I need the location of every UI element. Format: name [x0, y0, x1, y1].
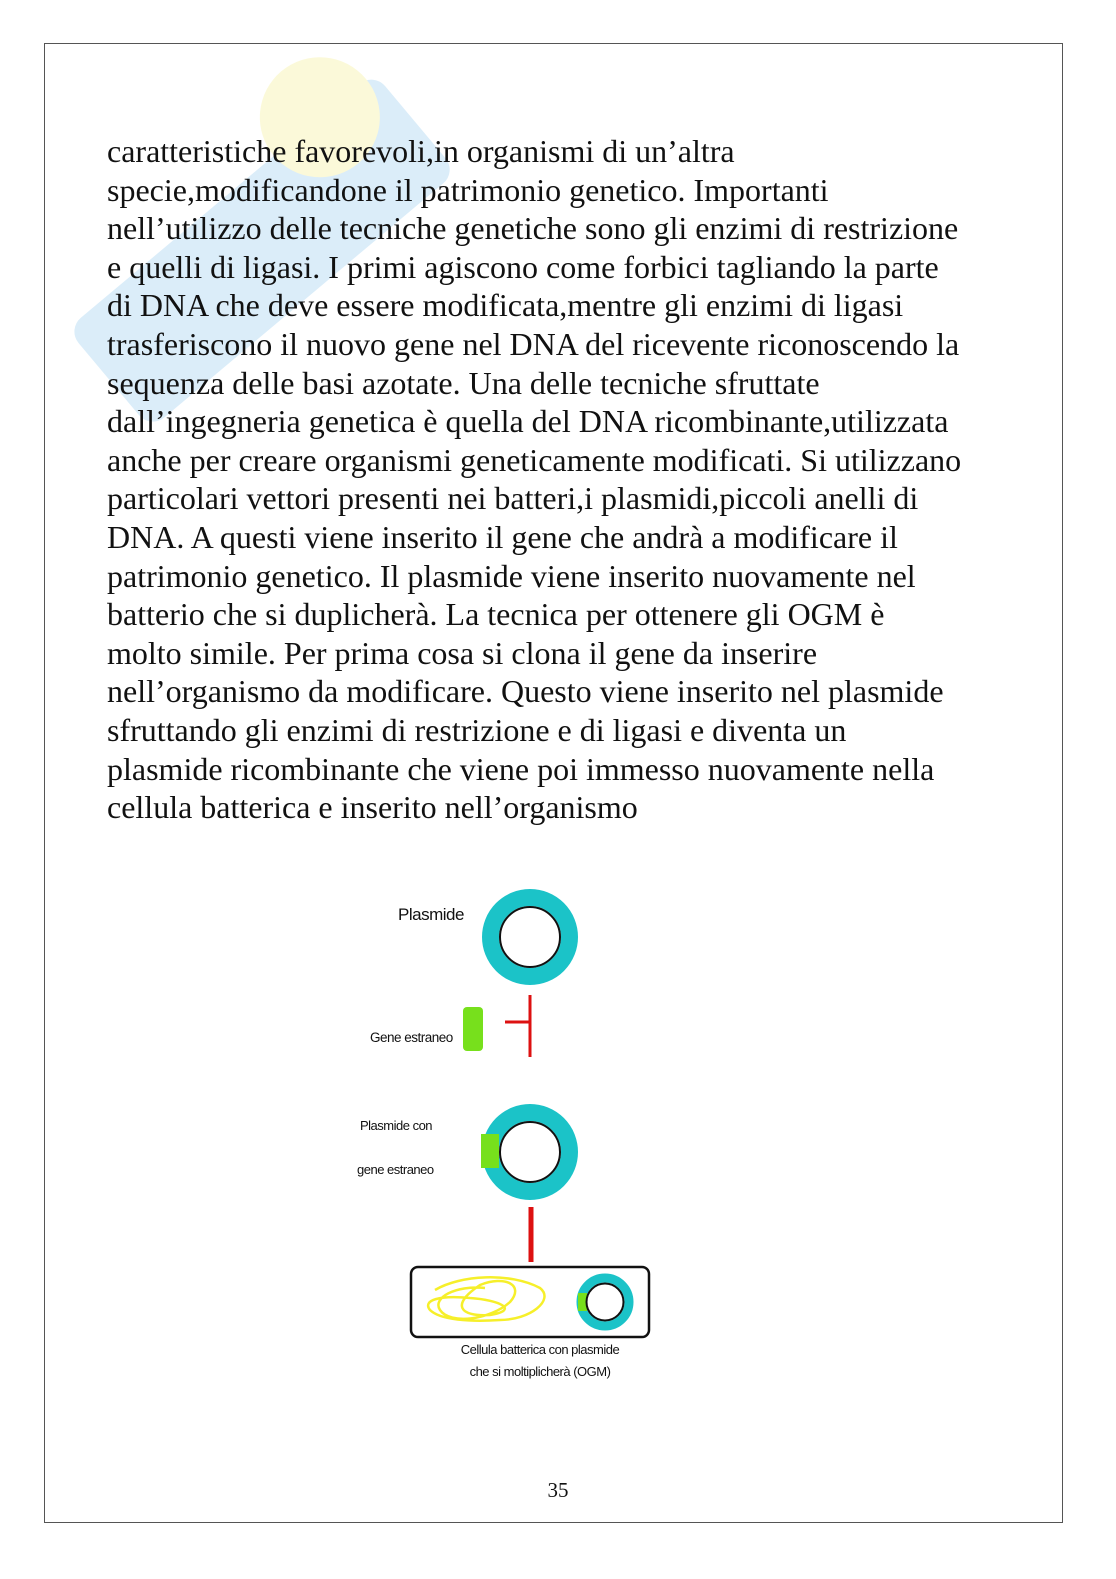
text-line: cellula batterica e inserito nell’organismo — [107, 789, 638, 826]
text-line: particolari vettori presenti nei batteri,i plasmidi,piccoli anelli di — [107, 480, 919, 517]
text-line: dall’ingegneria genetica è quella del DNA ricombinante,utilizzata — [107, 403, 949, 440]
recombinant-label-1: Plasmide con — [360, 1118, 433, 1133]
text-line: sfruttando gli enzimi di restrizione e di ligasi e diventa un — [107, 711, 847, 748]
text-line: anche per creare organismi geneticamente modificati. Si utilizzano — [107, 441, 962, 478]
text-line: trasferiscono il nuovo gene nel DNA del ricevente riconoscendo la — [107, 325, 960, 362]
text-line: nell’utilizzo delle tecniche genetiche sono gli enzimi di restrizione — [107, 210, 959, 247]
plasmid-ring-inner — [500, 907, 560, 967]
foreign-gene — [463, 1007, 483, 1051]
text-line: patrimonio genetico. Il plasmide viene inserito nuovamente nel — [107, 557, 916, 594]
recombinant-plasmid-inner — [500, 1122, 560, 1182]
plasmid-label: Plasmide — [398, 905, 464, 924]
text-line: caratteristiche favorevoli,in organismi di un’altra — [107, 133, 735, 169]
text-line: DNA. A questi viene inserito il gene che andrà a modificare il — [107, 518, 898, 555]
text-line: nell’organismo da modificare. Questo viene inserito nel plasmide — [107, 673, 944, 710]
cell-plasmid-inner — [587, 1284, 624, 1321]
text-line: sequenza delle basi azotate. Una delle tecniche sfruttate — [107, 364, 820, 401]
body-text — [107, 132, 1007, 827]
recombinant-label-2: gene estraneo — [357, 1162, 434, 1177]
page-number: 35 — [547, 1478, 569, 1502]
text-line: plasmide ricombinante che viene poi immesso nuovamente nella — [107, 750, 935, 787]
text-line: di DNA che deve essere modificata,mentre gli enzimi di ligasi — [107, 287, 904, 324]
inserted-gene-segment — [481, 1134, 499, 1168]
cell-caption-2: che si moltiplicherà (OGM) — [469, 1364, 611, 1379]
text-line: molto simile. Per prima cosa si clona il gene da inserire — [107, 634, 818, 671]
text-line: specie,modificandone il patrimonio genetico. Importanti — [107, 171, 829, 208]
gene-label: Gene estraneo — [370, 1030, 453, 1045]
plasmid-ring-fill — [491, 898, 570, 977]
text-line: e quelli di ligasi. I primi agiscono come forbici tagliando la parte — [107, 248, 939, 285]
plasmid-diagram — [340, 870, 680, 1390]
text-line: batterio che si duplicherà. La tecnica per ottenere gli OGM è — [107, 596, 885, 633]
cell-caption-1: Cellula batterica con plasmide — [460, 1342, 620, 1357]
